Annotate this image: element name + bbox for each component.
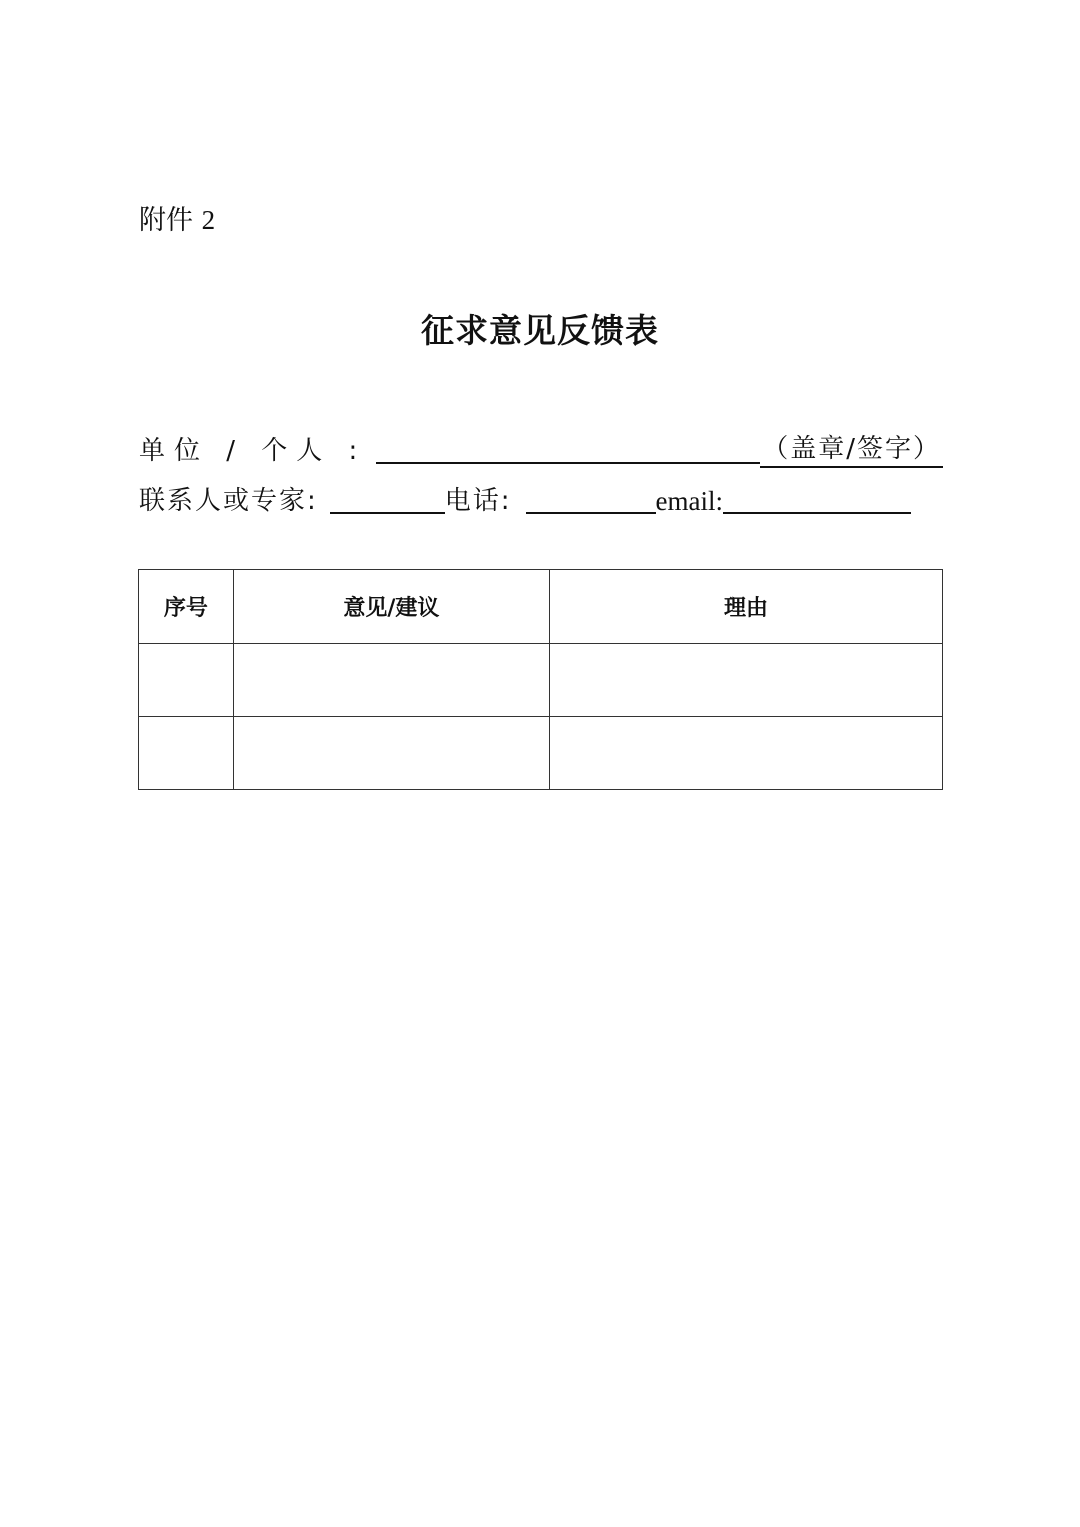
table-cell-seq[interactable] (139, 717, 234, 790)
phone-label: 电话: (444, 486, 512, 516)
column-header-reason: 理由 (550, 570, 943, 644)
contact-line (139, 478, 943, 518)
unit-line (139, 428, 943, 468)
table-row (139, 717, 943, 790)
contact-label: 联系人或专家: (139, 486, 318, 516)
feedback-table (138, 569, 943, 790)
phone-blank-field[interactable] (526, 482, 656, 514)
email-blank-field[interactable] (723, 482, 911, 514)
column-header-seq: 序号 (139, 570, 234, 644)
table-cell-reason[interactable] (550, 644, 943, 717)
table-cell-seq[interactable] (139, 644, 234, 717)
table-header-row (139, 570, 943, 644)
table-cell-opinion[interactable] (233, 644, 549, 717)
table-cell-opinion[interactable] (233, 717, 549, 790)
contact-blank-field[interactable] (330, 482, 445, 514)
attachment-number: 2 (201, 205, 216, 235)
unit-label: 单位 / 个人 : (139, 436, 367, 466)
stamp-signature-note: （盖章/签字） (760, 432, 943, 468)
page-title: 征求意见反馈表 (421, 311, 659, 350)
table-row (139, 644, 943, 717)
column-header-opinion: 意见/建议 (233, 570, 549, 644)
attachment-label (139, 200, 215, 241)
attachment-text: 附件 (139, 205, 193, 236)
email-label: email: (655, 486, 724, 516)
unit-blank-field[interactable] (376, 432, 760, 464)
table-cell-reason[interactable] (550, 717, 943, 790)
